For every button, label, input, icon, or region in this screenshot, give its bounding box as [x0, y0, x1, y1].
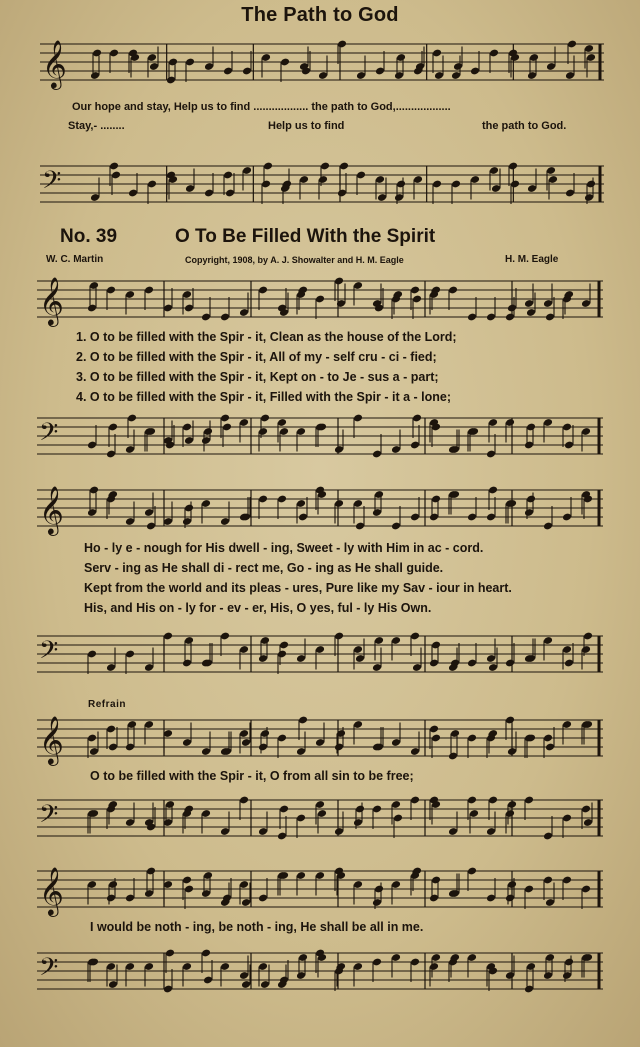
bass-clef-icon: 𝄢 — [42, 166, 62, 201]
treble-clef-icon: 𝄞 — [39, 715, 64, 764]
verse1-line-b: Ho - ly e - nough for His dwell - ing, Sweet - ly with Him in ac - cord. — [84, 541, 484, 555]
system2-treble-staff — [37, 484, 603, 534]
treble-clef-icon: 𝄞 — [39, 485, 64, 534]
hymn-title: O To Be Filled With the Spirit — [175, 226, 436, 247]
verse2-line-b: Serv - ing as He shall di - rect me, Go - ing as He shall guide. — [84, 561, 444, 575]
hymn-number: No. 39 — [60, 226, 118, 247]
top-lyrics-lower-3: the path to God. — [482, 120, 567, 132]
bass-clef-icon: 𝄢 — [39, 800, 59, 835]
treble-clef-icon: 𝄞 — [39, 276, 64, 325]
bass-clef-icon: 𝄢 — [39, 953, 59, 988]
final-treble-staff — [37, 865, 603, 915]
copyright-notice: Copyright, 1908, by A. J. Showalter and H. M. Eagle — [185, 255, 404, 265]
bass-clef-icon: 𝄢 — [39, 418, 59, 453]
verse4-line-a: 4. O to be filled with the Spir - it, Filled with the Spir - it a - lone; — [76, 390, 452, 404]
system1-treble-staff — [37, 275, 603, 325]
top-lyrics-lower-1: Stay,- ........ — [68, 120, 125, 132]
refrain-bass-staff-1 — [37, 794, 603, 844]
top-lyrics-lower-2: Help us to find — [268, 120, 345, 132]
refrain-label: Refrain — [88, 699, 126, 710]
verse3-line-a: 3. O to be filled with the Spir - it, Kept on - to Je - sus a - part; — [76, 370, 439, 384]
top-lyrics-upper: Our hope and stay, Help us to find .................. the path to God,.................. — [72, 101, 451, 113]
author-credit: H. M. Eagle — [505, 254, 559, 265]
verse3-line-b: Kept from the world and its pleas - ures, Pure like my Sav - iour in heart. — [84, 581, 512, 595]
bass-clef-icon: 𝄢 — [39, 636, 59, 671]
verse4-line-b: His, and His on - ly for - ev - er, His, O yes, ful - ly His Own. — [84, 601, 432, 615]
refrain-line-2: I would be noth - ing, be noth - ing, He shall be all in me. — [90, 920, 424, 934]
refrain-treble-staff — [37, 714, 603, 764]
top-bass-staff — [40, 160, 604, 210]
top-treble-staff — [40, 38, 604, 88]
verse1-line-a: 1. O to be filled with the Spir - it, Clean as the house of the Lord; — [76, 330, 457, 344]
refrain-line-1: O to be filled with the Spir - it, O from all sin to be free; — [90, 769, 414, 783]
composer-credit: W. C. Martin — [46, 254, 104, 265]
treble-clef-icon: 𝄞 — [42, 39, 67, 88]
verse2-line-a: 2. O to be filled with the Spir - it, All of my - self cru - ci - fied; — [76, 350, 437, 364]
treble-clef-icon: 𝄞 — [39, 866, 64, 915]
final-bass-staff — [37, 947, 603, 997]
top-hymn-title: The Path to God — [241, 4, 399, 26]
system1-bass-staff — [37, 412, 603, 462]
system2-bass-staff — [37, 630, 603, 680]
